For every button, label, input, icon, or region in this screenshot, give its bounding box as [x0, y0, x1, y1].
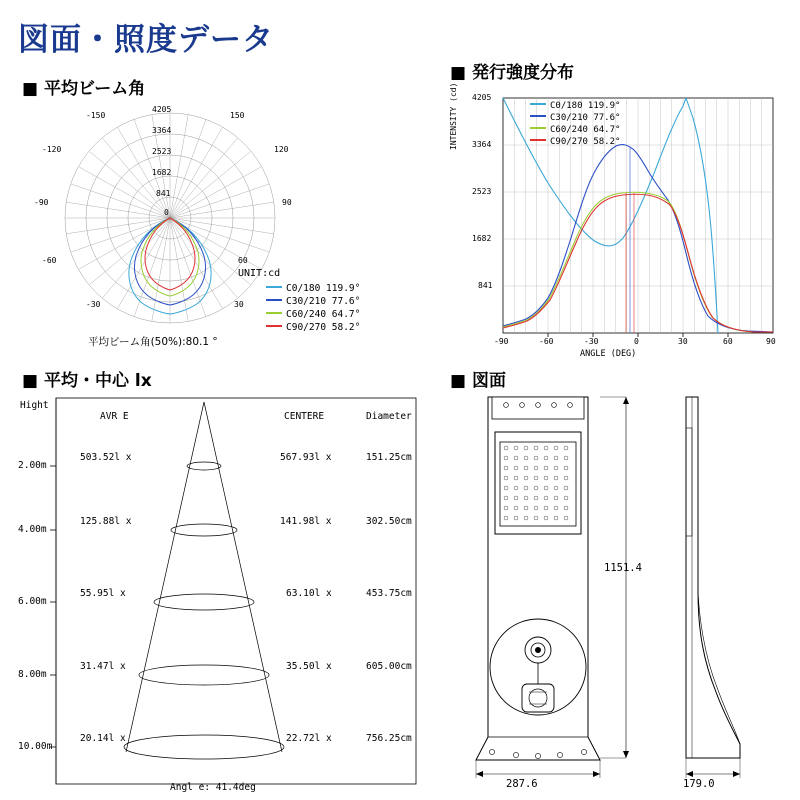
cone-header-center: CENTERE — [284, 411, 325, 422]
legend-label: C30/210 77.6° — [286, 296, 361, 307]
cone-header-avr: AVR E — [100, 411, 129, 422]
dist-xtick-90: 90 — [766, 337, 776, 346]
cone-center-5: 22.72l x — [286, 733, 332, 744]
legend-label: C90/270 58.2° — [286, 322, 361, 333]
legend-swatch-icon — [530, 115, 546, 117]
section-header-distribution — [450, 58, 574, 83]
cone-diameter-5: 756.25cm — [366, 733, 412, 744]
polar-rtick-0: 0 — [164, 208, 169, 217]
section-header-illuminance-label: ■ 平均・中心 lx — [22, 371, 152, 391]
dist-ytick-4205: 4205 — [472, 93, 492, 102]
section-header-drawing — [450, 366, 506, 391]
cone-avr-4: 31.47l x — [80, 661, 126, 672]
drawing-svg — [448, 392, 788, 792]
legend-swatch-icon — [266, 286, 282, 288]
cone-diameter-2: 302.50cm — [366, 516, 412, 527]
distribution-legend — [530, 100, 620, 148]
cone-center-1: 567.93l x — [280, 452, 332, 463]
legend-swatch-icon — [530, 139, 546, 141]
cone-center-3: 63.10l x — [286, 588, 332, 599]
legend-item-c0 — [266, 282, 360, 295]
cone-angle-label: Angl e: 41.4deg — [170, 782, 256, 793]
cone-height-4: 8.00m — [18, 669, 47, 680]
legend-label: C0/180 119.9° — [550, 101, 621, 111]
polar-rtick-841: 841 — [156, 189, 171, 198]
fixture-drawing — [448, 392, 788, 792]
cone-height-5: 10.00m — [18, 741, 53, 752]
distribution-y-axis-label: INTENSITY (cd) — [449, 82, 458, 150]
dist-ytick-2523: 2523 — [472, 187, 492, 196]
polar-beam-caption: 平均ビーム角(50%):80.1 ° — [88, 336, 218, 348]
polar-unit-label: UNIT:cd — [238, 268, 281, 279]
legend-label: C0/180 119.9° — [286, 283, 361, 294]
cone-height-1: 2.00m — [18, 460, 47, 471]
cone-header-diameter: Diameter — [366, 411, 412, 422]
legend-swatch-icon — [266, 325, 282, 327]
legend-label: C90/270 58.2° — [550, 137, 621, 147]
section-header-beam-label: ■ 平均ビーム角 — [22, 79, 146, 99]
dimension-depth: 179.0 — [683, 778, 715, 790]
cone-header-height: Hight — [20, 400, 49, 411]
cone-center-4: 35.50l x — [286, 661, 332, 672]
dist-ytick-841: 841 — [478, 281, 493, 290]
polar-angle-neg60: -60 — [42, 256, 57, 265]
polar-angle-neg90: -90 — [34, 198, 49, 207]
legend-swatch-icon — [266, 312, 282, 314]
cone-avr-3: 55.95l x — [80, 588, 126, 599]
polar-angle-neg30: -30 — [86, 300, 101, 309]
dist-xtick-30: 30 — [678, 337, 688, 346]
cone-avr-2: 125.88l x — [80, 516, 132, 527]
section-header-drawing-label: ■ 図面 — [450, 371, 506, 391]
polar-angle-neg120: -120 — [42, 145, 62, 154]
legend-item-c60 — [530, 124, 620, 136]
dist-xtick-neg60: -60 — [539, 337, 554, 346]
cone-avr-5: 20.14l x — [80, 733, 126, 744]
polar-angle-150: 150 — [230, 111, 245, 120]
page-title: 図面・照度データ — [18, 22, 274, 58]
legend-item-c90 — [266, 321, 360, 334]
cone-center-2: 141.98l x — [280, 516, 332, 527]
distribution-x-axis-label: ANGLE (DEG) — [580, 349, 637, 359]
dimension-height: 1151.4 — [604, 562, 642, 574]
dist-xtick-neg30: -30 — [584, 337, 599, 346]
legend-label: C60/240 64.7° — [286, 309, 361, 320]
polar-legend — [266, 282, 360, 334]
cone-height-2: 4.00m — [18, 524, 47, 535]
dist-ytick-1682: 1682 — [472, 234, 492, 243]
section-header-distribution-label: ■ 発行強度分布 — [450, 63, 574, 83]
polar-rtick-4205: 4205 — [152, 105, 172, 114]
section-header-illuminance — [22, 366, 152, 391]
dist-xtick-60: 60 — [723, 337, 733, 346]
legend-item-c30 — [530, 112, 620, 124]
polar-angle-60: 60 — [238, 256, 248, 265]
dist-xtick-neg90: -90 — [494, 337, 509, 346]
legend-item-c0 — [530, 100, 620, 112]
dist-ytick-3364: 3364 — [472, 140, 492, 149]
cone-height-3: 6.00m — [18, 596, 47, 607]
polar-angle-neg150: -150 — [86, 111, 106, 120]
dimension-width: 287.6 — [506, 778, 538, 790]
polar-rtick-1682: 1682 — [152, 168, 172, 177]
cone-avr-1: 503.52l x — [80, 452, 132, 463]
polar-angle-30: 30 — [234, 300, 244, 309]
legend-item-c30 — [266, 295, 360, 308]
legend-label: C60/240 64.7° — [550, 125, 621, 135]
polar-angle-120: 120 — [274, 145, 289, 154]
cone-diameter-1: 151.25cm — [366, 452, 412, 463]
polar-angle-90: 90 — [282, 198, 292, 207]
polar-beam-chart — [30, 88, 410, 348]
dist-xtick-0: 0 — [634, 337, 639, 346]
illuminance-cone-chart — [18, 392, 423, 794]
legend-swatch-icon — [530, 103, 546, 105]
polar-rtick-2523: 2523 — [152, 147, 172, 156]
cone-chart-svg — [18, 392, 423, 792]
legend-label: C30/210 77.6° — [550, 113, 621, 123]
cone-diameter-3: 453.75cm — [366, 588, 412, 599]
legend-swatch-icon — [266, 299, 282, 301]
legend-swatch-icon — [530, 127, 546, 129]
cone-diameter-4: 605.00cm — [366, 661, 412, 672]
legend-item-c60 — [266, 308, 360, 321]
polar-rtick-3364: 3364 — [152, 126, 172, 135]
legend-item-c90 — [530, 136, 620, 148]
intensity-distribution-chart — [448, 88, 786, 358]
